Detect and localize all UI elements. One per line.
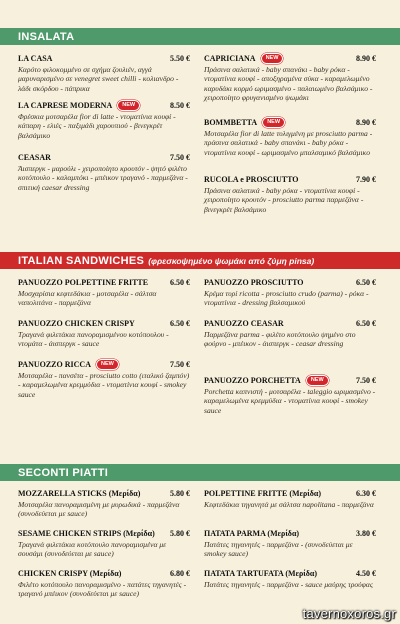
- item-name: PANUOZZO CEASAR: [204, 319, 284, 328]
- item-description: Μοτσαρέλα fior di latte τυλιγμένη με prosciutto parma - πράσινα σαλατικά - baby σπανάκι - baby ρόκα - ντοματίνια κουφί - ωριμασμένο μπαλσαμικό βαλσάμικο: [204, 129, 373, 157]
- menu-item: [18, 528, 190, 559]
- item-price: 6.30 €: [356, 489, 376, 498]
- item-name: PANUOZZO CHICKEN CRISPY: [18, 319, 135, 328]
- item-name: RUCOLA e PROSCIUTTO: [204, 175, 299, 184]
- item-description: Μοτσαρέλα - πανσέτα - prosciutto cotto (ιταλικό ζαμπόν) - καραμελωμένα κρεμμύδια - ντοματίνια κουφί - smokey sauce: [18, 371, 190, 399]
- item-description: Πράσινα σαλατικά - baby ρόκα - ντοματίνια κουφί - χειροποίητο κρουτόν - prosciutto parma παρμεζάνα - βινεγκρέτ βαλσάμικο: [204, 186, 364, 214]
- item-price: 7.50 €: [356, 376, 376, 385]
- item-description: Πατάτες τηγανητές - παρμεζάνα - sauce μαύρης τρούφας: [204, 580, 373, 589]
- menu-item: [204, 375, 376, 415]
- item-price: 7.50 €: [170, 360, 190, 369]
- item-name: CAPRICIANA: [204, 54, 256, 63]
- new-badge: NEW: [261, 53, 284, 64]
- menu-item: [18, 53, 190, 93]
- item-name: SESAME CHICKEN STRIPS (Μερίδα): [18, 529, 155, 538]
- item-price: 6.50 €: [170, 319, 190, 328]
- menu-item: [18, 318, 190, 349]
- item-description: Φιλέτο κοτόπουλο πανοραμισμένο - πατάτες τηγανητές - τραγανό μπέικον (συνοδεύεται με sauce): [18, 580, 187, 599]
- item-price: 5.80 €: [170, 489, 190, 498]
- menu-item: [204, 488, 376, 509]
- item-name: PANUOZZO POLPETTINE FRITTE: [18, 278, 149, 287]
- menu-item: [18, 100, 190, 140]
- item-description: Τραγανά φιλετάκια κοτόπουλο πανοραμισμένα με σουσάμι (συνοδεύεται με sauce): [18, 540, 167, 559]
- item-description: Κρέμα τυρί ricotta - prosciutto crudo (parma) - ρόκα - ντοματίνια - dressing βαλσαμικού: [204, 289, 369, 308]
- menu-item: [204, 53, 376, 103]
- menu-item: [204, 277, 376, 308]
- menu-item: [204, 117, 376, 157]
- item-price: 6.50 €: [356, 278, 376, 287]
- new-badge: NEW: [117, 100, 140, 111]
- item-price: 8.90 €: [356, 54, 376, 63]
- menu-item: [204, 528, 376, 559]
- item-description: Πατάτες τηγανητές - παρμεζάνα - (συνοδεύεται με smokey sauce): [204, 540, 353, 559]
- item-description: Κεφτεδάκια τηγανητά με σάλτσα napolitana - παρμεζάνα: [204, 500, 374, 509]
- item-description: Άισπεργκ - μαρούλι - χειροποίητο κρουτόν - ψητό φιλέτο κοτόπουλο - καλαμπόκι - μπέικον τραγανό - παρμεζάνα - σπιτική caesar dressing: [18, 164, 188, 192]
- menu-item: [18, 359, 190, 399]
- item-description: Porchetta καπνιστή - μοτσαρέλα - taleggio ωριμασμένο - καραμελωμένα κρεμμύδια - ντοματίνια κουφί - smokey sauce: [204, 387, 376, 415]
- item-name: PANUOZZO PORCHETTA: [204, 376, 301, 385]
- item-price: 8.90 €: [356, 118, 376, 127]
- item-price: 7.50 €: [170, 153, 190, 162]
- item-name: BOMMBETTA: [204, 118, 258, 127]
- section-header-sandwiches: ITALIAN SANDWICHES (φρεσκοψημένο ψωμάκι από ζύμη pinsa): [0, 252, 400, 269]
- site-watermark: tavernoxoros.gr: [302, 606, 396, 621]
- new-badge: NEW: [262, 117, 285, 128]
- item-price: 3.80 €: [356, 529, 376, 538]
- item-description: Τραγανά φιλετάκια πανοραμισμένου κοτόπουλου - ντομάτα - άισπεργκ - sauce: [18, 330, 169, 349]
- new-badge: NEW: [306, 375, 329, 386]
- item-description: Φρέσκια μοτσαρέλα fior di latte - ντοματίνια κουφί - κάπαρη - ελιές - παξιμάδι χαρουπιού - βινεγκρέτ βαλσάμικο: [18, 112, 176, 140]
- item-description: Παρμεζάνα parma - φιλέτο κοτόπουλο ψημένο στο φούρνο - μπέικον - άισπεργκ - ceasar dressing: [204, 330, 356, 349]
- new-badge: NEW: [96, 359, 119, 370]
- item-name: CHICKEN CRISPY (Μερίδα): [18, 569, 122, 578]
- section-subtitle: (φρεσκοψημένο ψωμάκι από ζύμη pinsa): [148, 255, 315, 266]
- menu-item: [204, 318, 376, 349]
- item-description: Πράσινα σαλατικά - baby σπανάκι - baby ρόκα - ντοματίνια κουφί - αποξηραμένα σύκα - καραμελωμένο καρυδάκι κορμό ωριμασμένο - παλαιωμένο βαλσάμικο - χειροποίητο φρυγανισμένο ψωμάκι: [204, 65, 373, 103]
- item-name: LA CASA: [18, 54, 53, 63]
- item-name: MOZZARELLA STICKS (Μερίδα): [18, 489, 141, 498]
- item-price: 8.50 €: [170, 101, 190, 110]
- menu-item: [18, 568, 190, 599]
- section-header-seconti: SECONTI PIATTI: [0, 464, 400, 481]
- item-price: 5.80 €: [170, 529, 190, 538]
- menu-item: [204, 568, 376, 589]
- menu-item: [18, 488, 190, 519]
- item-name: ΠΑΤΑΤΑ TARTUFATA (Μερίδα): [204, 569, 318, 578]
- item-description: Καρότο φιλοκομμένο σε σχήμα ζουλιέν, αγγά μαρυναρισμένο σε venegret sweet chilli - κολιανδρο - λάδι σκόρδου - πάπρικα: [18, 65, 179, 93]
- menu-item: [204, 174, 376, 214]
- item-description: Μοσχαρίσια κεφτεδάκια - μοτσαρέλα - σάλτσα ναπολιτάνα - παρμεζάνα: [18, 289, 157, 308]
- item-name: LA CAPRESE MODERNA: [18, 101, 113, 110]
- item-price: 6.50 €: [170, 278, 190, 287]
- item-name: ΠΑΤΑΤΑ PARMA (Μερίδα): [204, 529, 300, 538]
- item-name: PANUOZZO RICCA: [18, 360, 91, 369]
- menu-item: [18, 277, 190, 308]
- item-name: PANUOZZO PROSCIUTTO: [204, 278, 304, 287]
- item-price: 6.80 €: [170, 569, 190, 578]
- item-name: POLPETTINE FRITTE (Μερίδα): [204, 489, 322, 498]
- item-price: 6.50 €: [356, 319, 376, 328]
- item-description: Μοτσαρέλα πανοραμισμένη με μυρωδικά - παρμεζάνα (συνοδεύεται με sauce): [18, 500, 180, 519]
- menu-item: [18, 152, 190, 192]
- item-price: 7.90 €: [356, 175, 376, 184]
- item-price: 4.50 €: [356, 569, 376, 578]
- section-header-insalata: INSALATA: [0, 28, 400, 45]
- item-name: CEASAR: [18, 153, 51, 162]
- item-price: 5.50 €: [170, 54, 190, 63]
